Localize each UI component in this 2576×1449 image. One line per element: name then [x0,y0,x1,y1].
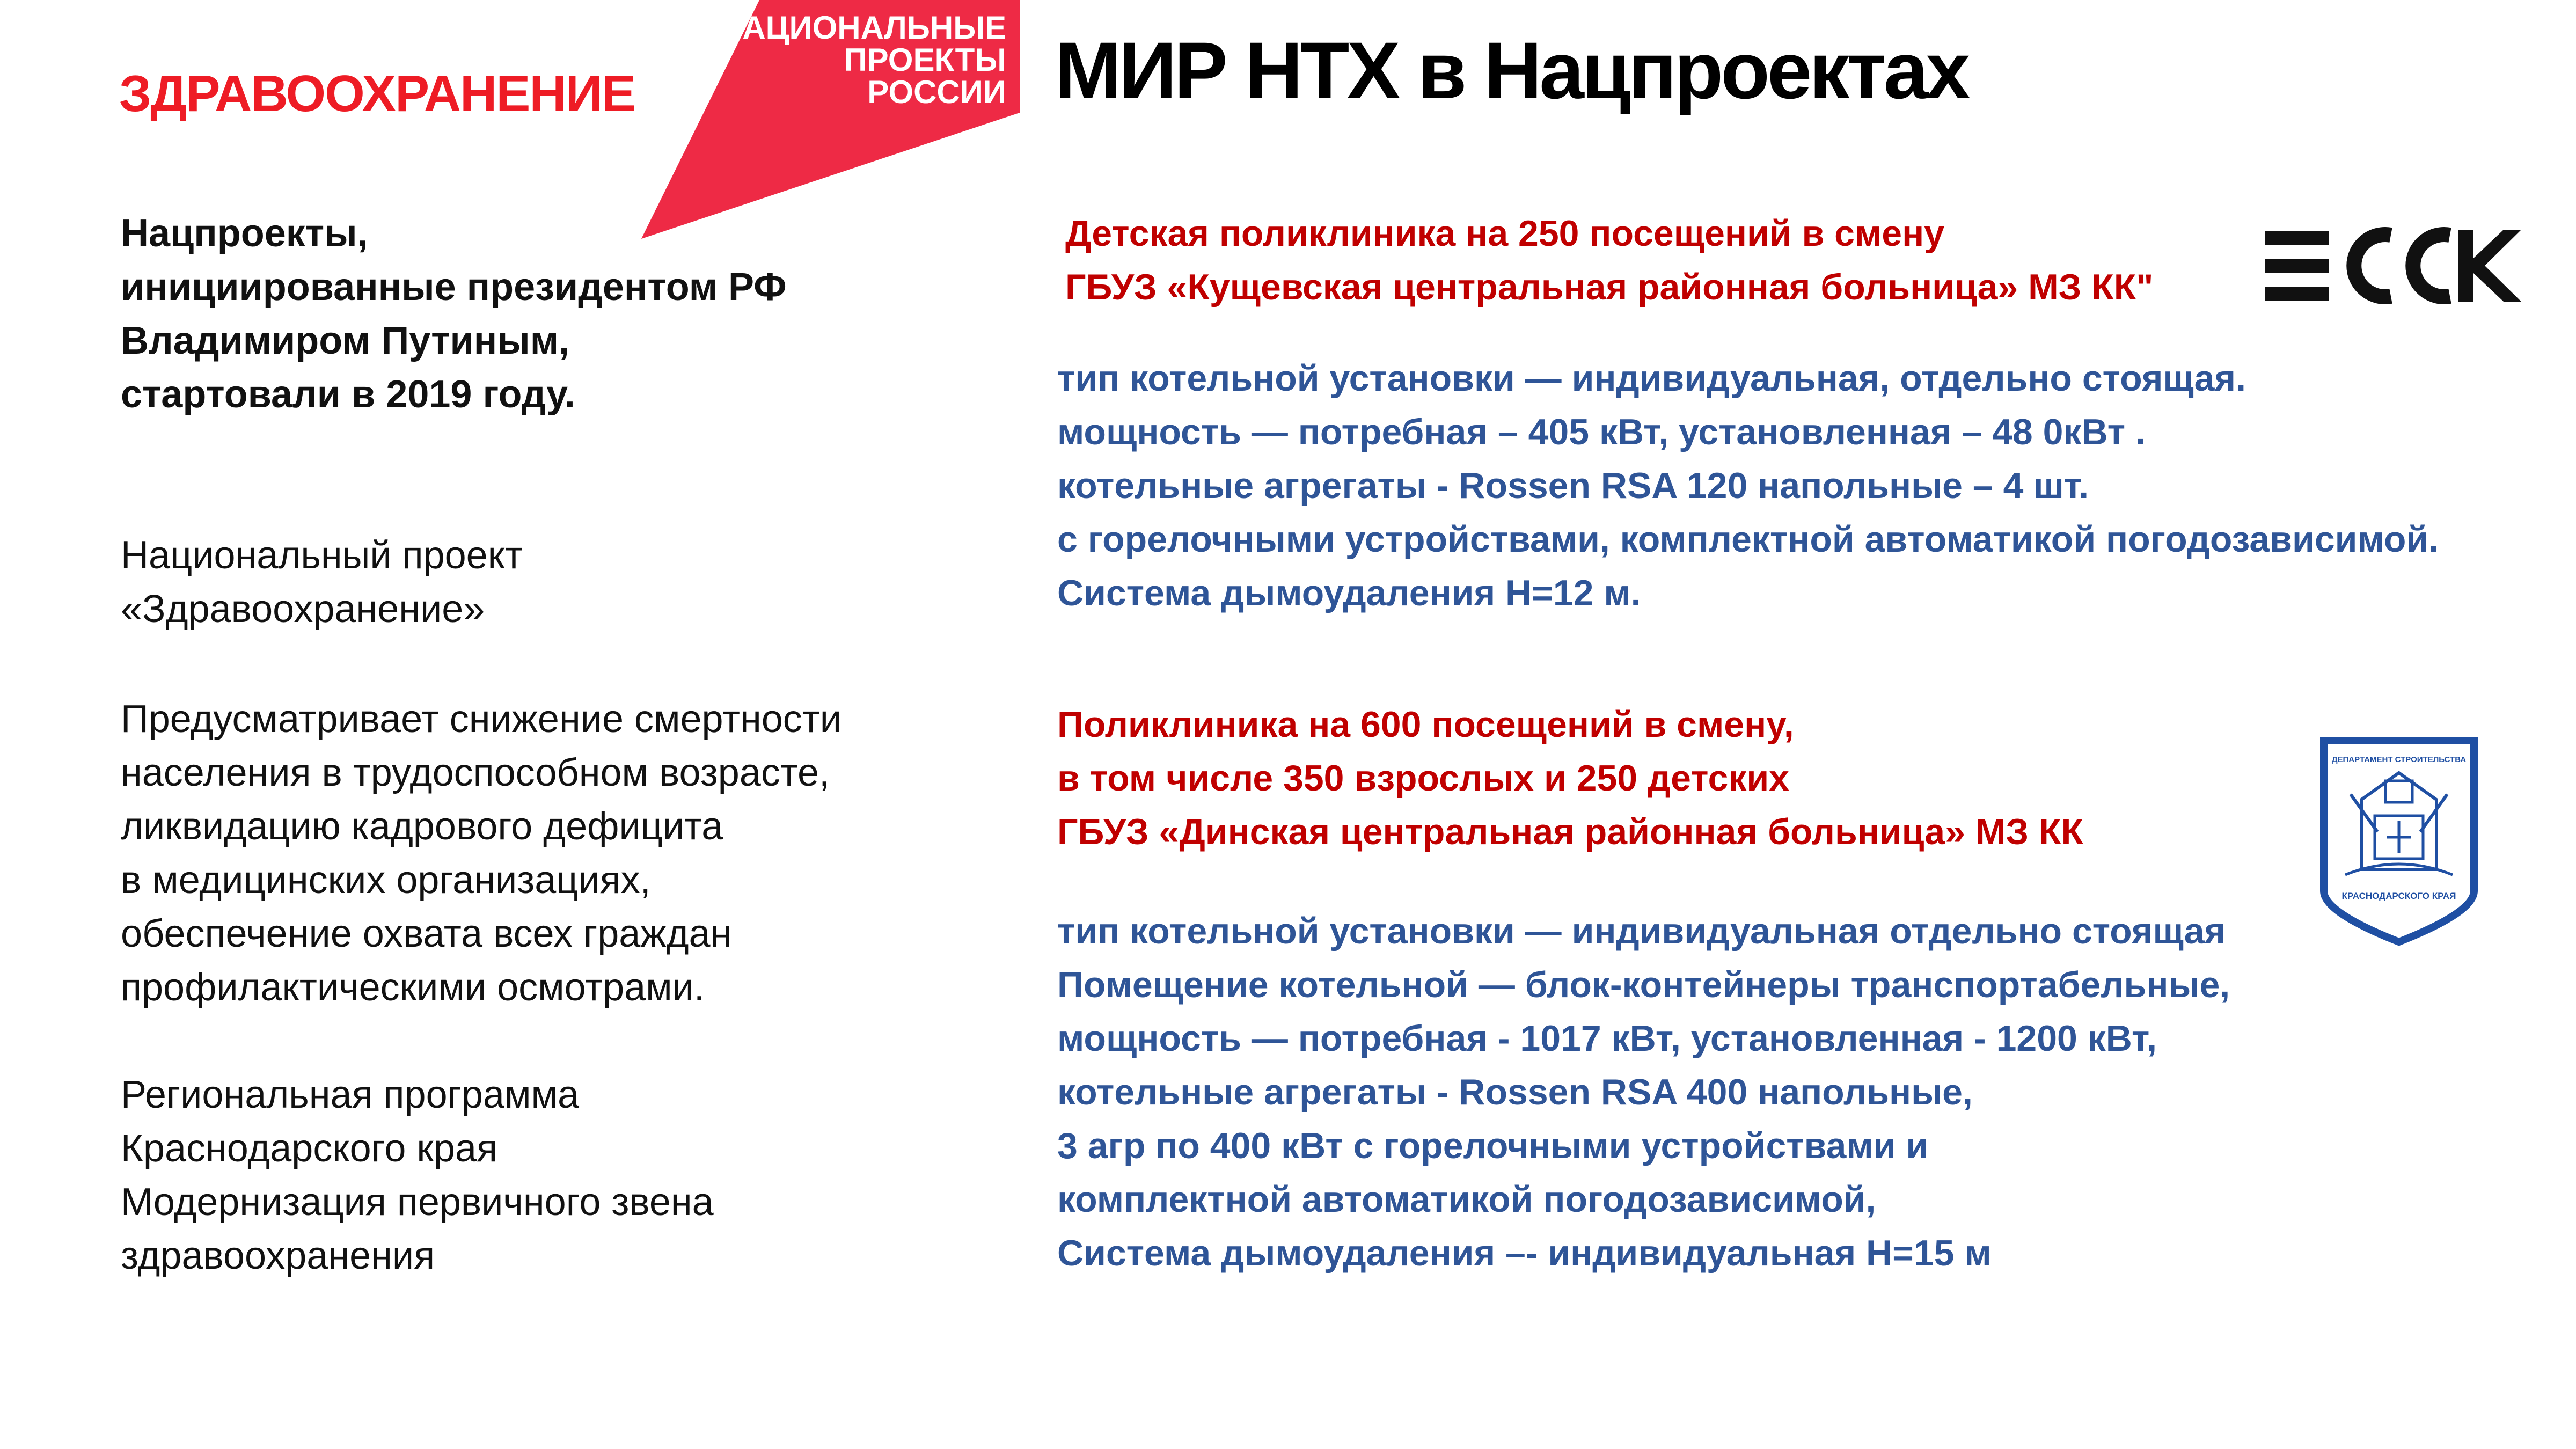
project2-title-line: в том числе 350 взрослых и 250 детских [1057,758,1789,799]
project2-detail-line: Помещение котельной — блок-контейнеры транспортабельные, [1057,964,2230,1005]
project2-detail-line: Система дымоудаления –- индивидуальная Н=15 м [1057,1233,1992,1274]
project2-detail-line: котельные агрегаты - Rossen RSA 400 напольные, [1057,1072,1973,1113]
regional-program-text [121,1068,714,1283]
project1-detail-line: котельные агрегаты - Rossen RSA 120 напольные – 4 шт. [1057,465,2089,506]
project1-title [1065,207,2154,314]
section-heading: ЗДРАВООХРАНЕНИЕ [119,65,635,122]
goals-text [121,692,841,1014]
project2-detail-line: комплектной автоматикой погодозависимой, [1057,1179,1876,1220]
goals-line: обеспечение охвата всех граждан [121,912,732,955]
project2-detail-line: мощность — потребная - 1017 кВт, установленная - 1200 кВт, [1057,1018,2157,1059]
program-line: Модернизация первичного звена [121,1181,714,1224]
program-line: Региональная программа [121,1073,580,1116]
project2-detail-line: тип котельной установки — индивидуальная отдельно стоящая [1057,911,2226,952]
project1-title-line: ГБУЗ «Кущевская центральная районная больница» МЗ КК" [1065,267,2154,308]
emblem-top-text: ДЕПАРТАМЕНТ СТРОИТЕЛЬСТВА [2331,755,2467,764]
ssk-logo [2265,225,2522,306]
project2-details [1057,904,2230,1280]
project2-title-line: Поликлиника на 600 посещений в смену, [1057,704,1794,745]
project-line: «Здравоохранение» [121,588,485,631]
intro-line: стартовали в 2019 году. [121,373,575,416]
badge-line-3: РОССИИ [867,74,1006,110]
intro-line: Нацпроекты, [121,212,368,255]
project1-detail-line: Система дымоудаления Н=12 м. [1057,573,1641,613]
badge-line-2: ПРОЕКТЫ [844,42,1006,78]
intro-line: инициированные президентом РФ [121,266,787,309]
intro-line: Владимиром Путиным, [121,319,569,362]
national-project-text [121,529,523,636]
page-title: МИР НТХ в Нацпроектах [1055,25,1968,115]
intro-text [121,207,787,421]
goals-line: населения в трудоспособном возрасте, [121,751,830,794]
badge-line-1: НАЦИОНАЛЬНЫЕ [719,10,1006,46]
project1-details [1057,352,2439,620]
goals-line: ликвидацию кадрового дефицита [121,805,723,848]
project2-title-line: ГБУЗ «Динская центральная районная больница» МЗ КК [1057,811,2083,852]
project1-title-line: Детская поликлиника на 250 посещений в смену [1065,213,1945,254]
department-emblem [2318,735,2479,950]
project2-detail-line: 3 агр по 400 кВт с горелочными устройствами и [1057,1125,1929,1166]
program-line: Краснодарского края [121,1127,497,1170]
emblem-bottom-text: КРАСНОДАРСКОГО КРАЯ [2341,891,2456,901]
project2-title [1057,698,2083,859]
goals-line: профилактическими осмотрами. [121,966,705,1009]
project1-detail-line: тип котельной установки — индивидуальная, отдельно стоящая. [1057,358,2246,399]
project1-detail-line: с горелочными устройствами, комплектной автоматикой погодозависимой. [1057,519,2439,560]
program-line: здравоохранения [121,1234,435,1277]
project-line: Национальный проект [121,534,523,577]
project1-detail-line: мощность — потребная – 405 кВт, установленная – 48 0кВт . [1057,412,2146,452]
goals-line: Предусматривает снижение смертности [121,698,841,741]
goals-line: в медицинских организациях, [121,859,651,902]
